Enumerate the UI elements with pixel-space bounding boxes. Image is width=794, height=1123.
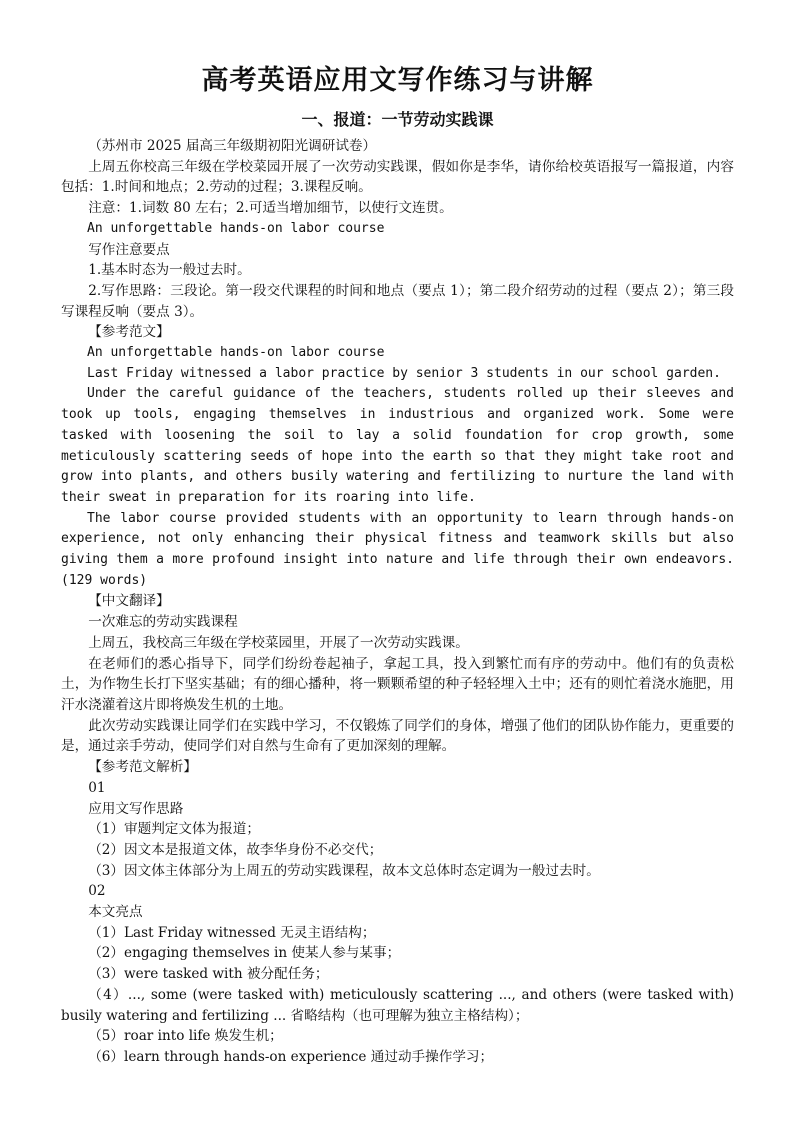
analysis-point-1: （1）审题判定文体为报道；: [88, 821, 260, 838]
analysis-section-number-1: 01: [88, 779, 106, 796]
writing-tip-1: 1.基本时态为一般过去时。: [88, 262, 251, 279]
document-title: 高考英语应用文写作练习与讲解: [201, 65, 594, 96]
writing-tips-heading: 写作注意要点: [88, 241, 170, 258]
analysis-heading: 【参考范文解析】: [88, 759, 197, 776]
model-essay-paragraph-1: Last Friday witnessed a labor practice by senior 3 students in our school garden.: [87, 365, 721, 381]
model-essay-paragraph-3: The labor course provided students with an opportunity to learn through hands-on experience, not only enhancing their physical fitness and teamwork skills but also giving them a more profound insight into nature and life through their own endeavors. (129 words): [61, 510, 734, 588]
task-notes: 注意：1.词数 80 左右；2.可适当增加细节，以使行文连贯。: [88, 200, 453, 217]
highlight-6: （6）learn through hands-on experience 通过动手操作学习；: [88, 1048, 494, 1065]
highlight-3: （3）were tasked with 被分配任务；: [88, 966, 329, 983]
essay-title-prompt: An unforgettable hands-on labor course: [87, 220, 385, 236]
analysis-section-title-1: 应用文写作思路: [88, 800, 184, 817]
source-note: （苏州市 2025 届高三年级期初阳光调研试卷）: [88, 138, 377, 154]
analysis-section-title-2: 本文亮点: [88, 904, 143, 921]
model-essay-heading: 【参考范文】: [88, 324, 170, 341]
highlight-2: （2）engaging themselves in 使某人参与某事；: [88, 945, 401, 962]
writing-tip-2: 2.写作思路：三段论。第一段交代课程的时间和地点（要点 1）；第二段介绍劳动的过程（要点 2）；第三段写课程反响（要点 3）。: [61, 282, 734, 320]
translation-paragraph-2: 在老师们的悉心指导下，同学们纷纷卷起袖子，拿起工具，投入到繁忙而有序的劳动中。他们有的负责松土，为作物生长打下坚实基础；有的细心播种，将一颗颗希望的种子轻轻埋入土中；还有的则忙着浇水施肥，用汗水浇灌着这片即将焕发生机的土地。: [61, 655, 734, 713]
translation-paragraph-1: 上周五，我校高三年级在学校菜园里，开展了一次劳动实践课。: [88, 634, 469, 651]
task-prompt: 上周五你校高三年级在学校菜园开展了一次劳动实践课，假如你是李华，请你给校英语报写一篇报道，内容包括：1.时间和地点；2.劳动的过程；3.课程反响。: [61, 158, 734, 196]
translation-title: 一次难忘的劳动实践课程: [88, 614, 238, 631]
translation-heading: 【中文翻译】: [88, 593, 170, 610]
analysis-point-3: （3）因文体主体部分为上周五的劳动实践课程，故本文总体时态定调为一般过去时。: [88, 862, 600, 879]
section-heading: 一、报道：一节劳动实践课: [301, 110, 494, 129]
model-essay-paragraph-2: Under the careful guidance of the teachers, students rolled up their sleeves and took up tools, engaging themselves in industrious and organized work. Some were tasked with loosening the soil to lay a solid foundation for crop growth, some meticulously scattering seeds of hope into the earth so that they might take root and grow into plants, and others busily watering and fertilizing to nurture the land with their sweat in preparation for its roaring into life.: [61, 386, 734, 505]
highlight-4: （4）..., some (were tasked with) meticulously scattering ..., and others (were tasked with) busily watering and fertilizing ... 省略结构（也可理解为独立主格结构）；: [61, 986, 734, 1024]
model-essay-title: An unforgettable hands-on labor course: [87, 345, 385, 361]
highlight-1: （1）Last Friday witnessed 无灵主语结构；: [88, 924, 376, 941]
analysis-point-2: （2）因文本是报道文体，故李华身份不必交代；: [88, 841, 383, 858]
analysis-section-number-2: 02: [88, 883, 106, 900]
highlight-5: （5）roar into life 焕发生机；: [88, 1028, 283, 1045]
translation-paragraph-3: 此次劳动实践课让同学们在实践中学习，不仅锻炼了同学们的身体，增强了他们的团队协作能力，更重要的是，通过亲手劳动，使同学们对自然与生命有了更加深刻的理解。: [61, 717, 734, 755]
